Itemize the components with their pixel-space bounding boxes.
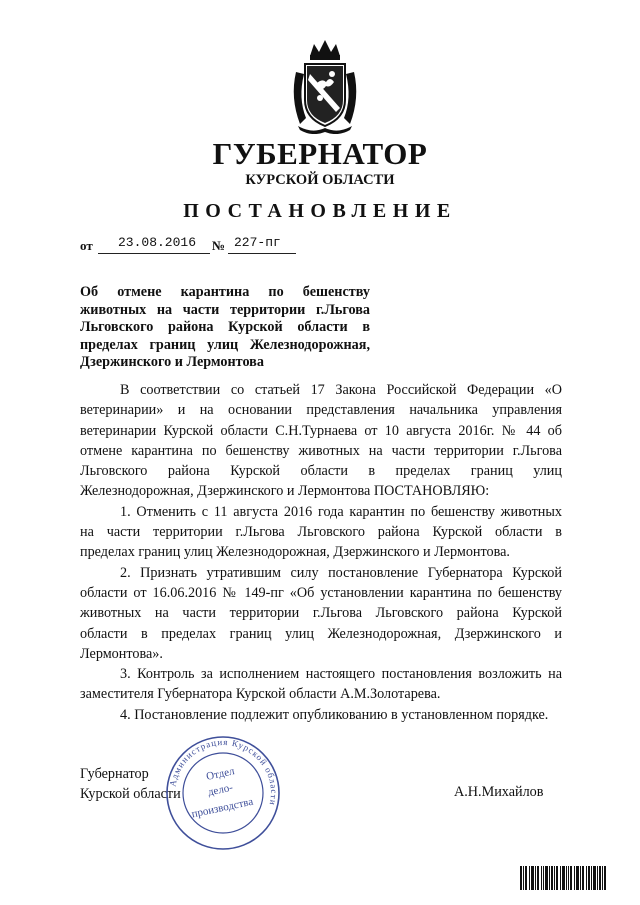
body-line: заместителя Губернатора Курской области А.М.Золотарева. — [80, 686, 441, 703]
title-line: животных на части территории г.Льгова — [80, 301, 370, 318]
title-line: Дзержинского и Лермонтова — [80, 354, 264, 370]
signatory-name: А.Н.Михайлов — [454, 784, 544, 800]
title-line: Льговского района Курской области в — [80, 319, 370, 335]
body-line: Лермонтова». — [80, 645, 163, 662]
coat-of-arms-emblem — [286, 38, 364, 134]
number-label: № — [212, 238, 226, 253]
body-line: ветеринарии Курской области С.Н.Турнаева от 10 августа 2016г. № 44 об — [80, 422, 562, 439]
date-label: от — [80, 238, 93, 253]
signature-position-line: Курской области — [80, 786, 181, 802]
header-region: КУРСКОЙ ОБЛАСТИ — [245, 172, 395, 188]
date-underline — [98, 253, 210, 254]
document-date: 23.08.2016 — [118, 235, 197, 250]
stamp-center-line: дело- — [206, 781, 234, 799]
signature-position-line: Губернатор — [80, 766, 149, 782]
office-stamp — [163, 733, 283, 851]
body-line: В соответствии со статьей 17 Закона Российской Федерации «О — [120, 382, 562, 398]
paragraph-preamble — [80, 380, 562, 502]
document-title — [80, 284, 370, 372]
body-line: 1. Отменить с 11 августа 2016 года карантин по бешенству животных — [120, 503, 562, 520]
body-line: на части территории г.Льгова Льговского района Курской области в — [80, 524, 562, 541]
header-governor: ГУБЕРНАТОР — [212, 136, 428, 171]
body-line: области в пределах границ улиц Железнодорожная, Дзержинского и — [80, 625, 562, 642]
body-line: пределах границ улиц Железнодорожная, Дзержинского и Лермонтова. — [80, 544, 510, 561]
document-number: 227-пг — [234, 235, 281, 250]
stamp-center-line: производства — [190, 795, 255, 821]
number-underline — [228, 253, 296, 254]
paragraph-item-4 — [80, 705, 562, 725]
barcode — [520, 866, 606, 890]
paragraph-item-1 — [80, 502, 562, 563]
stamp-center-line: Отдел — [205, 765, 236, 783]
document-body — [80, 380, 562, 725]
title-line: пределах границ улиц Железнодорожная, — [80, 336, 370, 353]
body-line: животных на части территории г.Льгова Льговского района Курской — [80, 605, 562, 622]
paragraph-item-3 — [80, 664, 562, 705]
title-line: Об отмене карантина по бешенству — [80, 284, 370, 300]
date-number-line — [80, 234, 320, 256]
body-line: Железнодорожная, Дзержинского и Лермонтова ПОСТАНОВЛЯЮ: — [80, 483, 490, 500]
body-line: 4. Постановление подлежит опубликованию в установленном порядке. — [120, 706, 549, 723]
body-line: Льговского района Курской области в пределах границ улиц — [80, 463, 562, 480]
body-line: области от 16.06.2016 № 149-пг «Об установлении карантина по бешенству — [80, 584, 562, 601]
body-line: ветеринарии» и на основании представления начальника управления — [80, 402, 562, 419]
body-line: 2. Признать утратившим силу постановление Губернатора Курской — [120, 564, 562, 581]
body-line: отмене карантина по бешенству животных на части территории г.Льгова — [80, 442, 562, 459]
stamp-ring-text: Администрация Курской области — [167, 736, 280, 807]
paragraph-item-2 — [80, 563, 562, 664]
body-line: 3. Контроль за исполнением настоящего постановления возложить на — [120, 666, 562, 683]
document-type: ПОСТАНОВЛЕНИЕ — [183, 200, 457, 222]
